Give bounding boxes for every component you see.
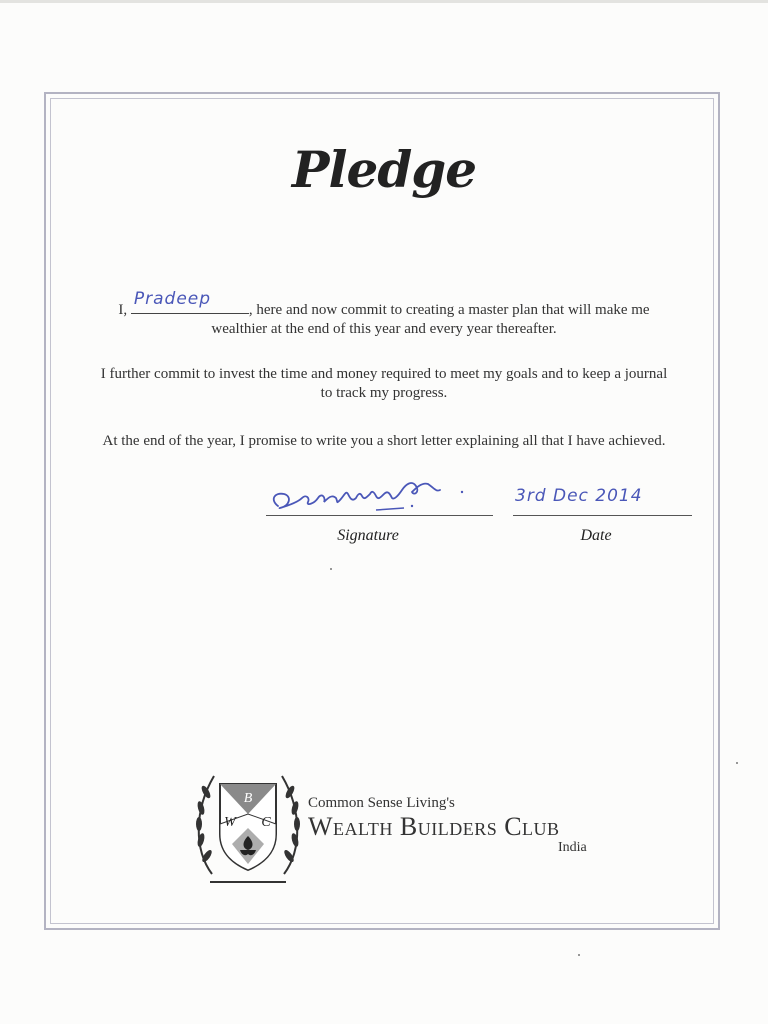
pledge-text-1: , here and now commit to creating a master plan that will make me wealthier at the end of this year and every year thereafter. — [211, 302, 650, 337]
date-label: Date — [580, 527, 612, 544]
handwritten-date: 3rd Dec 2014 — [515, 486, 643, 506]
svg-text:W: W — [224, 815, 236, 830]
club-crest-icon — [192, 764, 304, 888]
pledge-paragraph-1 — [96, 289, 672, 339]
pledge-paragraph-2: I further commit to invest the time and money required to meet my goals and to keep a journal to track my progress. — [100, 366, 668, 401]
signature-label: Signature — [337, 527, 399, 544]
pledge-paragraph-3: At the end of the year, I promise to write you a short letter explaining all that I have achieved. — [102, 433, 666, 449]
logo-name: Wealth Builders Club — [308, 812, 560, 841]
name-field — [131, 289, 249, 314]
logo-country: India — [558, 840, 587, 855]
svg-text:C: C — [261, 815, 271, 830]
document-title: Pledge — [291, 140, 477, 199]
date-line — [513, 515, 692, 516]
handwritten-signature — [266, 468, 476, 518]
handwritten-name: Pradeep — [133, 289, 212, 309]
scan-speck — [736, 762, 738, 764]
pledge-intro: I, — [118, 302, 128, 318]
scan-edge — [0, 0, 768, 3]
logo-tagline: Common Sense Living's — [308, 795, 455, 811]
svg-text:B: B — [243, 791, 253, 806]
scan-speck — [578, 954, 580, 956]
signature-line — [266, 515, 493, 516]
scan-speck — [330, 568, 332, 570]
